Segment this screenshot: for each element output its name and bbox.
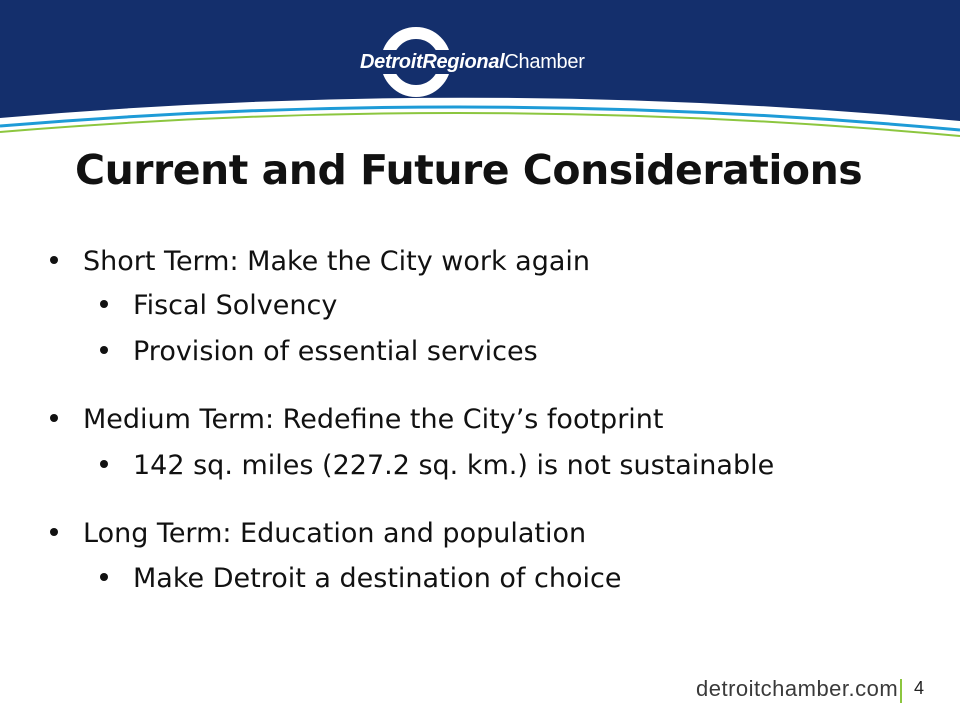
sub-bullet (100, 563, 621, 594)
sub-bullet-text: 142 sq. miles (227.2 sq. km.) is not sustainable (133, 450, 775, 481)
sub-bullet-text: Make Detroit a destination of choice (133, 563, 622, 594)
sub-bullet-text: Provision of essential services (133, 336, 538, 367)
section-long-term (50, 518, 586, 549)
section-medium-term (50, 404, 664, 435)
bullet-icon (100, 300, 108, 308)
bullet-icon (50, 256, 58, 264)
page-number: 4 (914, 678, 925, 698)
logo-text-normal: Chamber (504, 51, 585, 73)
section-short-term (50, 246, 590, 277)
footer-url: detroitchamber.com (696, 676, 899, 701)
bullet-icon (50, 528, 58, 536)
footer-divider (900, 679, 902, 703)
slide-title: Current and Future Considerations (75, 146, 863, 194)
sub-bullet (100, 450, 774, 481)
bullet-icon (100, 573, 108, 581)
sub-bullet (100, 290, 337, 321)
logo-text-bold: DetroitRegional (360, 51, 505, 73)
sub-bullet (100, 336, 538, 367)
bullet-icon (100, 460, 108, 468)
bullet-icon (100, 346, 108, 354)
sub-bullet-text: Fiscal Solvency (133, 290, 338, 321)
section-label: Short Term: Make the City work again (83, 246, 591, 277)
section-label: Medium Term: Redefine the City’s footprint (83, 404, 664, 435)
bullet-icon (50, 414, 58, 422)
section-label: Long Term: Education and population (83, 518, 587, 549)
